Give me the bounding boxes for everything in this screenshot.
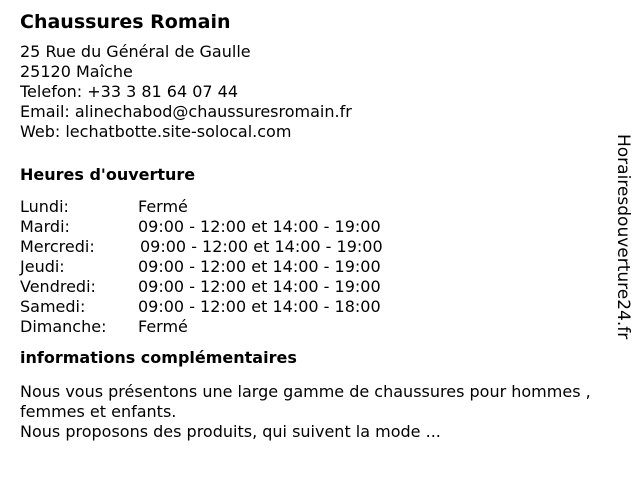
hours-row-monday bbox=[20, 197, 610, 217]
email-line: Email: alinechabod@chaussuresromain.fr bbox=[20, 102, 352, 121]
phone-line: Telefon: +33 3 81 64 07 44 bbox=[20, 82, 239, 101]
hours-row-sunday bbox=[20, 317, 610, 337]
hours-value: 09:00 - 12:00 et 14:00 - 19:00 bbox=[138, 257, 381, 276]
hours-day-label: Vendredi: bbox=[20, 277, 96, 296]
address-line-2: 25120 Maîche bbox=[20, 62, 133, 81]
business-card bbox=[20, 10, 610, 442]
hours-day-label: Mardi: bbox=[20, 217, 70, 236]
hours-heading: Heures d'ouverture bbox=[20, 165, 196, 184]
hours-row-tuesday bbox=[20, 217, 610, 237]
hours-day-label: Jeudi: bbox=[20, 257, 65, 276]
info-heading: informations complémentaires bbox=[20, 348, 297, 367]
hours-row-wednesday bbox=[20, 237, 610, 257]
hours-table bbox=[20, 197, 610, 337]
hours-value: 09:00 - 12:00 et 14:00 - 19:00 bbox=[138, 217, 381, 236]
hours-day-label: Samedi: bbox=[20, 297, 86, 316]
hours-row-thursday bbox=[20, 257, 610, 277]
hours-day-label: Dimanche: bbox=[20, 317, 107, 336]
hours-day-label: Mercredi: bbox=[20, 237, 95, 256]
watermark-text: Horairesdouverture24.fr bbox=[613, 134, 633, 340]
business-name: Chaussures Romain bbox=[20, 11, 231, 33]
hours-value: 09:00 - 12:00 et 14:00 - 19:00 bbox=[140, 237, 383, 256]
hours-value: Fermé bbox=[138, 197, 188, 216]
info-text: Nous vous présentons une large gamme de chaussures pour hommes , femmes et enfants. Nous proposons des produits, qui suivent la mode ... bbox=[20, 382, 591, 441]
hours-day-label: Lundi: bbox=[20, 197, 69, 216]
hours-row-friday bbox=[20, 277, 610, 297]
address-line-1: 25 Rue du Général de Gaulle bbox=[20, 42, 251, 61]
hours-row-saturday bbox=[20, 297, 610, 317]
hours-value: 09:00 - 12:00 et 14:00 - 19:00 bbox=[138, 277, 381, 296]
hours-value: Fermé bbox=[138, 317, 188, 336]
web-line: Web: lechatbotte.site-solocal.com bbox=[20, 122, 292, 141]
hours-value: 09:00 - 12:00 et 14:00 - 18:00 bbox=[138, 297, 381, 316]
